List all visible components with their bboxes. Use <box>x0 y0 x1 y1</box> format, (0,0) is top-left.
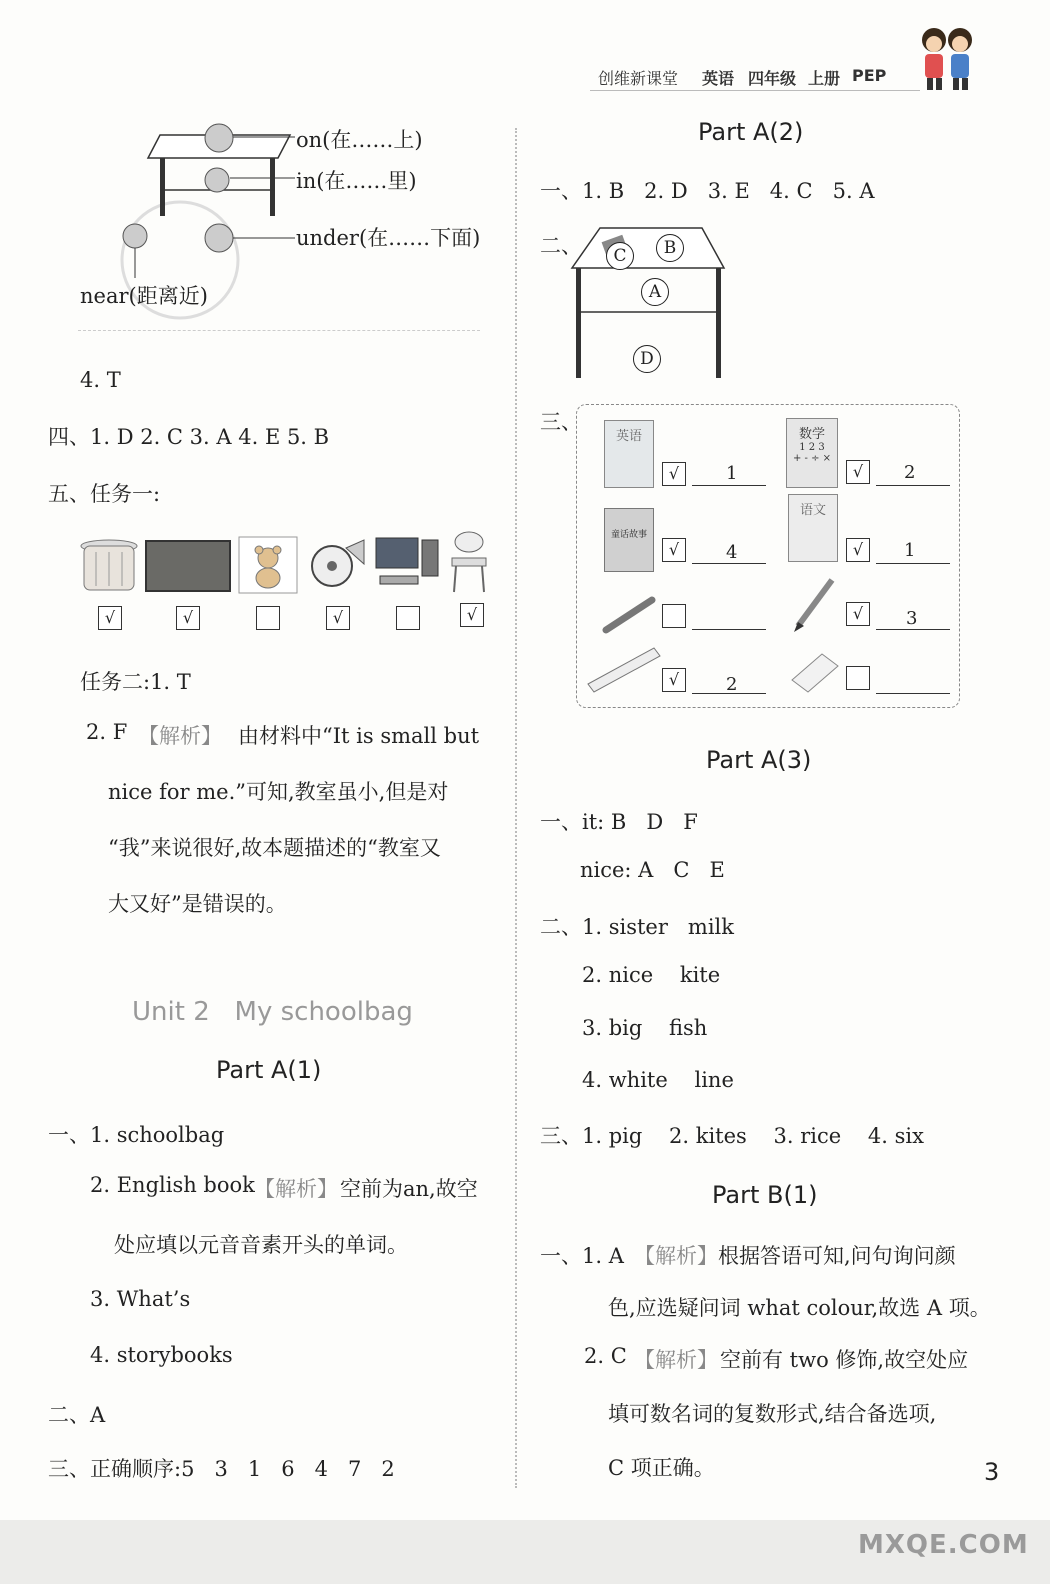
math-book-title: 数学 <box>798 427 825 442</box>
analysis-tag: 【解析】 <box>138 724 222 748</box>
answer-line <box>692 563 766 564</box>
circle-label-d: D <box>633 345 661 373</box>
task2-answer-2: 2. F <box>86 720 128 744</box>
task2-analysis-line4: 大又好”是错误的。 <box>108 892 287 916</box>
trash-bin-icon <box>78 538 140 594</box>
a3-section-2-1: 二、1. sister milk <box>540 915 734 939</box>
a1-answer-2: 2. English book <box>90 1173 255 1197</box>
header-series: 创维新课堂 <box>598 69 679 88</box>
answer-line <box>876 563 950 564</box>
task1-check-2: √ <box>176 606 200 630</box>
a2-section-1: 一、1. B 2. D 3. E 4. C 5. A <box>540 179 875 203</box>
item-check-pencil: √ <box>846 602 870 626</box>
part-a3-title: Part A(3) <box>706 746 812 774</box>
item-num-english: 1 <box>726 463 738 484</box>
answer-line <box>876 693 950 694</box>
crayon-icon <box>600 592 660 636</box>
analysis-tag: 【解析】 <box>254 1177 338 1201</box>
task2-analysis-line1: 由材料中“It is small but <box>238 724 480 748</box>
b1-answer-2: 2. C <box>584 1344 627 1368</box>
b1-analysis-2-line2: 填可数名词的复数形式,结合备选项, <box>608 1402 937 1426</box>
task1-check-3 <box>256 606 280 630</box>
a1-analysis-line1: 空前为an,故空 <box>340 1177 478 1201</box>
computer-icon <box>374 534 442 594</box>
task1-check-4: √ <box>326 606 350 630</box>
item-check-crayon <box>662 604 686 628</box>
item-num-math: 2 <box>904 462 916 483</box>
b1-analysis-1-line1: 根据答语可知,问句询问颜 <box>718 1244 956 1268</box>
section-5-title: 五、任务一: <box>48 482 161 506</box>
watermark-text: MXQE.COM <box>858 1530 1029 1560</box>
kids-mascot-icon <box>912 18 984 94</box>
item-num-storybook: 4 <box>726 542 738 563</box>
a1-analysis-line2: 处应填以元音音素开头的单词。 <box>114 1233 408 1257</box>
item-check-math: √ <box>846 460 870 484</box>
task1-check-1: √ <box>98 606 122 630</box>
item-check-ruler: √ <box>662 668 686 692</box>
a1-answer-4: 4. storybooks <box>90 1343 233 1367</box>
english-book-icon <box>604 420 654 488</box>
a1-answer-3: 3. What’s <box>90 1287 191 1311</box>
eraser-icon <box>786 648 842 698</box>
task2-analysis-line2: nice for me.”可知,教室虽小,但是对 <box>108 780 449 804</box>
header-subject: 英语 <box>702 69 735 88</box>
label-in: in(在……里) <box>296 169 417 193</box>
part-b1-title: Part B(1) <box>712 1181 818 1209</box>
math-book-operators: + - ÷ × <box>792 453 832 464</box>
math-book-digits: 1 2 3 <box>799 442 825 453</box>
analysis-tag: 【解析】 <box>634 1244 718 1268</box>
section-rule <box>78 330 480 331</box>
circle-label-a: A <box>641 278 669 306</box>
unit-title: Unit 2 My schoolbag <box>132 997 413 1027</box>
a1-section-2: 二、A <box>48 1403 106 1427</box>
table-balls-diagram <box>120 110 300 350</box>
b1-analysis-2-line1: 空前有 two 修饰,故空处应 <box>720 1348 969 1372</box>
task1-check-6: √ <box>460 603 484 627</box>
section-4-answers: 四、1. D 2. C 3. A 4. E 5. B <box>48 425 330 449</box>
math-book-icon <box>786 418 838 488</box>
part-a1-title: Part A(1) <box>216 1056 322 1084</box>
storybook-icon <box>604 508 654 572</box>
analysis-tag: 【解析】 <box>634 1348 718 1372</box>
a2-section-3: 三、 <box>540 410 582 434</box>
pencil-icon <box>790 574 840 632</box>
item-check-eraser <box>846 666 870 690</box>
a3-section-2-3: 3. big fish <box>582 1016 708 1040</box>
task1-check-5 <box>396 606 420 630</box>
label-on: on(在……上) <box>296 128 423 152</box>
chinese-book-icon <box>788 494 838 562</box>
a3-section-2-2: 2. nice kite <box>582 963 721 987</box>
chair-icon <box>446 530 492 594</box>
circle-label-b: B <box>656 234 684 262</box>
label-near: near(距离近) <box>80 284 208 308</box>
item-num-chinese: 1 <box>904 540 916 561</box>
task2-answer-1: 任务二:1. T <box>80 670 191 694</box>
column-divider <box>515 128 517 1488</box>
answer-q4: 4. T <box>80 368 121 392</box>
item-check-chinese: √ <box>846 538 870 562</box>
answer-line <box>692 485 766 486</box>
english-book-title: 英语 <box>615 429 642 444</box>
chinese-book-title: 语文 <box>799 503 826 518</box>
fan-icon <box>306 536 366 594</box>
storybook-title: 童话故事 <box>610 530 647 540</box>
header-edition: PEP <box>852 66 887 85</box>
a1-answer-1: 一、1. schoolbag <box>48 1123 225 1147</box>
b1-analysis-2-line3: C 项正确。 <box>608 1456 715 1480</box>
header-volume: 上册 <box>808 69 841 88</box>
a3-section-3: 三、1. pig 2. kites 3. rice 4. six <box>540 1124 924 1148</box>
a3-section-2-4: 4. white line <box>582 1068 734 1092</box>
part-a2-title: Part A(2) <box>698 118 804 146</box>
a1-section-3: 三、正确顺序:5 3 1 6 4 7 2 <box>48 1457 395 1481</box>
header-grade: 四年级 <box>748 69 797 88</box>
b1-analysis-1-line2: 色,应选疑问词 what colour,故选 A 项。 <box>608 1296 991 1320</box>
ruler-icon <box>584 644 664 694</box>
teddy-bear-icon <box>238 536 298 594</box>
answer-line <box>692 629 766 630</box>
item-check-storybook: √ <box>662 538 686 562</box>
blackboard-icon <box>145 540 231 592</box>
a3-section-1-it: 一、it: B D F <box>540 810 698 834</box>
item-num-pencil: 3 <box>906 608 918 629</box>
circle-label-c: C <box>606 242 634 270</box>
answer-line <box>876 485 950 486</box>
item-num-ruler: 2 <box>726 674 738 695</box>
a2-section-2: 二、 <box>540 234 582 258</box>
label-under: under(在……下面) <box>296 226 481 250</box>
header-rule <box>590 90 920 91</box>
item-check-english: √ <box>662 462 686 486</box>
b1-answer-1: 一、1. A <box>540 1244 624 1268</box>
page-number: 3 <box>984 1458 1000 1486</box>
answer-line <box>876 629 950 630</box>
a3-section-1-nice: nice: A C E <box>580 858 725 882</box>
task2-analysis-line3: “我”来说很好,故本题描述的“教室又 <box>108 836 441 860</box>
